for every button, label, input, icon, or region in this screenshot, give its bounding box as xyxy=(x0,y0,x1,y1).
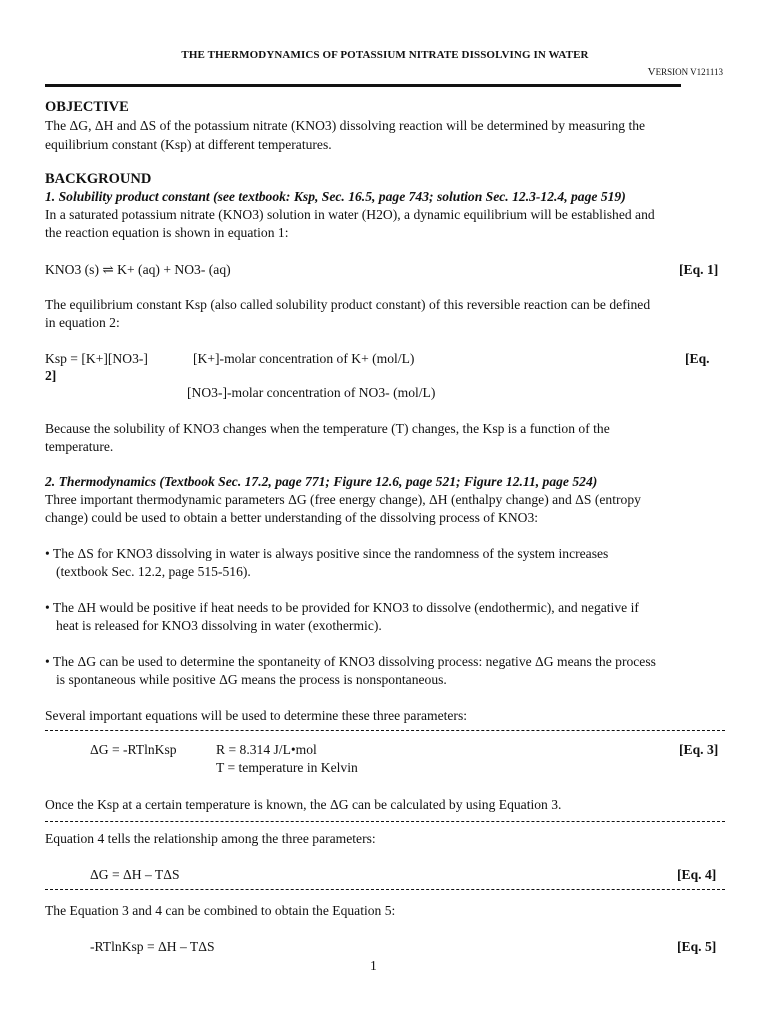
section-1-text-line-3: The equilibrium constant Ksp (also called solubility product constant) of this reversible reaction can be defined xyxy=(45,297,651,312)
section-1-text-line-4: in equation 2: xyxy=(45,315,120,330)
section-2-text-line-1: Three important thermodynamic parameters ΔG (free energy change), ΔH (enthalpy change) and ΔS (entropy xyxy=(45,492,641,507)
section-2-text-line-6: The Equation 3 and 4 can be combined to obtain the Equation 5: xyxy=(45,903,396,918)
equation-4-label: [Eq. 4] xyxy=(677,867,717,882)
equation-4: ΔG = ΔH – TΔS xyxy=(90,867,180,882)
version-label: VERSION V121113 xyxy=(647,66,723,78)
bullet-item-2-cont: heat is released for KNO3 dissolving in water (exothermic). xyxy=(56,618,382,633)
equation-3-t-definition: T = temperature in Kelvin xyxy=(216,760,358,775)
bullet-item-1-cont: (textbook Sec. 12.2, page 515-516). xyxy=(56,564,251,579)
equation-1: KNO3 (s) ⇌ K+ (aq) + NO3- (aq) xyxy=(45,262,231,277)
bullet-item-3-cont: is spontaneous while positive ΔG means the process is nonspontaneous. xyxy=(56,672,447,687)
objective-heading: OBJECTIVE xyxy=(45,99,129,115)
section-1-text-line-6: temperature. xyxy=(45,439,114,454)
section-1-text-line-5: Because the solubility of KNO3 changes when the temperature (T) changes, the Ksp is a function of the xyxy=(45,421,610,436)
section-2-text-line-5: Equation 4 tells the relationship among the three parameters: xyxy=(45,831,376,846)
equation-3: ΔG = -RTlnKsp xyxy=(90,742,177,757)
equation-2: Ksp = [K+][NO3-] xyxy=(45,351,148,366)
section-1-heading: 1. Solubility product constant (see textbook: Ksp, Sec. 16.5, page 743; solution Sec. 12.3-12.4, page 519) xyxy=(45,189,626,204)
page-number: 1 xyxy=(370,958,377,973)
document-title: THE THERMODYNAMICS OF POTASSIUM NITRATE DISSOLVING IN WATER xyxy=(181,49,589,61)
bullet-item-2: • The ΔH would be positive if heat needs to be provided for KNO3 to dissolve (endothermic), and negative if xyxy=(45,600,639,615)
equation-3-r-definition: R = 8.314 J/L•mol xyxy=(216,742,317,757)
section-1-text-line-2: the reaction equation is shown in equation 1: xyxy=(45,225,289,240)
section-2-text-line-3: Several important equations will be used to determine these three parameters: xyxy=(45,708,468,723)
dashed-divider-2 xyxy=(45,821,725,822)
dashed-divider-3 xyxy=(45,889,725,890)
equation-3-label: [Eq. 3] xyxy=(679,742,719,757)
equation-5-label: [Eq. 5] xyxy=(677,939,717,954)
objective-text-line-1: The ΔG, ΔH and ΔS of the potassium nitrate (KNO3) dissolving reaction will be determined by measuring the xyxy=(45,118,646,133)
equation-1-label: [Eq. 1] xyxy=(679,262,719,277)
equation-2-label: [Eq. xyxy=(685,351,710,366)
equation-2-label-wrap: 2] xyxy=(45,368,57,383)
section-2-text-line-2: change) could be used to obtain a better understanding of the dissolving process of KNO3: xyxy=(45,510,539,525)
section-2-heading: 2. Thermodynamics (Textbook Sec. 17.2, page 771; Figure 12.6, page 521; Figure 12.11, page 524) xyxy=(45,474,598,489)
background-heading: BACKGROUND xyxy=(45,171,152,187)
equation-2-definition-2: [NO3-]-molar concentration of NO3- (mol/L) xyxy=(187,385,436,400)
dashed-divider-1 xyxy=(45,730,725,731)
equation-2-definition-1: [K+]-molar concentration of K+ (mol/L) xyxy=(193,351,415,366)
section-2-text-line-4: Once the Ksp at a certain temperature is known, the ΔG can be calculated by using Equation 3. xyxy=(45,797,562,812)
equation-5: -RTlnKsp = ΔH – TΔS xyxy=(90,939,215,954)
bullet-item-3: • The ΔG can be used to determine the spontaneity of KNO3 dissolving process: negative ΔG means the process xyxy=(45,654,656,669)
section-1-text-line-1: In a saturated potassium nitrate (KNO3) solution in water (H2O), a dynamic equilibrium will be established and xyxy=(45,207,655,222)
bullet-item-1: • The ΔS for KNO3 dissolving in water is always positive since the randomness of the system increases xyxy=(45,546,609,561)
header-rule xyxy=(45,84,681,87)
objective-text-line-2: equilibrium constant (Ksp) at different temperatures. xyxy=(45,137,332,152)
